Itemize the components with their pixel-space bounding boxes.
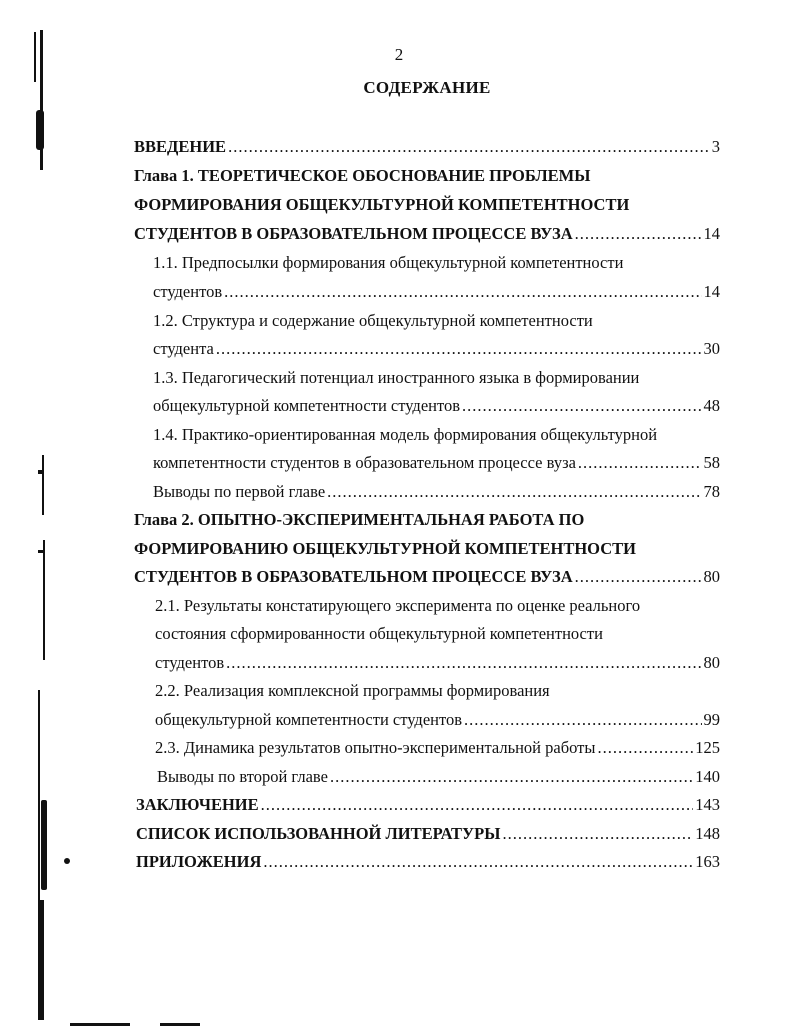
toc-section-1-2-line-1[interactable]: 1.2. Структура и содержание общекультурной компетентности: [153, 311, 593, 330]
toc-entry-section-1-4[interactable]: [153, 449, 720, 477]
toc-page-number: 30: [703, 339, 720, 358]
dot-leader: [261, 791, 694, 819]
toc-section-1-4-line-1[interactable]: 1.4. Практико-ориентированная модель формирования общекультурной: [153, 425, 658, 444]
toc-entry-section-2-3[interactable]: [155, 734, 720, 762]
toc-entry-chapter-1[interactable]: [134, 220, 720, 248]
toc-entry-title: ВВЕДЕНИЕ: [134, 137, 227, 156]
toc-entry-section-1-2[interactable]: [153, 335, 720, 363]
toc-entry-title: СТУДЕНТОВ В ОБРАЗОВАТЕЛЬНОМ ПРОЦЕССЕ ВУЗА: [134, 224, 573, 243]
dot-leader: [224, 278, 701, 306]
dot-leader: [216, 335, 702, 363]
toc-page-number: 48: [703, 396, 720, 415]
toc-entry-title: студента: [153, 339, 214, 358]
toc-entry-appendices[interactable]: [136, 848, 720, 876]
toc-section-2-2-line-1[interactable]: 2.2. Реализация комплексной программы формирования: [155, 681, 550, 700]
toc-entry-title: ПРИЛОЖЕНИЯ: [136, 852, 262, 871]
toc-entry-section-1-3[interactable]: [153, 392, 720, 420]
toc-chapter-1-line-2[interactable]: ФОРМИРОВАНИЯ ОБЩЕКУЛЬТУРНОЙ КОМПЕТЕНТНОСТИ: [134, 195, 630, 214]
toc-entry-title: студентов: [155, 653, 225, 672]
dot-leader: [464, 706, 701, 734]
toc-entry-title: 2.3. Динамика результатов опытно-экспериментальной работы: [155, 738, 596, 757]
dot-leader: [263, 848, 693, 876]
toc-entry-title: общекультурной компетентности студентов: [155, 710, 463, 729]
toc-page-number: 140: [695, 767, 720, 786]
toc-entry-title: СПИСОК ИСПОЛЬЗОВАННОЙ ЛИТЕРАТУРЫ: [136, 824, 501, 843]
toc-entry-intro[interactable]: [134, 133, 720, 161]
dot-leader: [578, 449, 702, 477]
toc-entry-chapter-2[interactable]: [134, 563, 720, 591]
toc-page-number: 80: [703, 567, 720, 586]
toc-entry-title: студентов: [153, 282, 223, 301]
dot-leader: [330, 763, 693, 791]
toc-page-number: 14: [703, 224, 720, 243]
toc-page-number: 80: [703, 653, 720, 672]
dot-leader: [575, 563, 702, 591]
toc-page-number: 3: [711, 137, 720, 156]
toc-page-number: 163: [695, 852, 720, 871]
toc-page-number: 14: [703, 282, 720, 301]
toc-page-number: 148: [695, 824, 720, 843]
toc-page-number: 143: [695, 795, 720, 814]
dot-leader: [226, 649, 701, 677]
dot-leader: [228, 133, 710, 161]
dot-leader: [462, 392, 701, 420]
toc-entry-conclusions-2[interactable]: [157, 763, 720, 791]
toc-page-number: 99: [703, 710, 720, 729]
toc-entry-title: компетентности студентов в образовательном процессе вуза: [153, 453, 576, 472]
toc-chapter-1-line-1[interactable]: Глава 1. ТЕОРЕТИЧЕСКОЕ ОБОСНОВАНИЕ ПРОБЛЕМЫ: [134, 166, 591, 185]
toc-entry-title: СТУДЕНТОВ В ОБРАЗОВАТЕЛЬНОМ ПРОЦЕССЕ ВУЗА: [134, 567, 573, 586]
toc-section-2-1-line-1[interactable]: 2.1. Результаты констатирующего эксперимента по оценке реального: [155, 596, 641, 615]
toc-section-1-3-line-1[interactable]: 1.3. Педагогический потенциал иностранного языка в формировании: [153, 368, 640, 387]
toc-page-number: 125: [695, 738, 720, 757]
toc-chapter-2-line-2[interactable]: ФОРМИРОВАНИЮ ОБЩЕКУЛЬТУРНОЙ КОМПЕТЕНТНОСТИ: [134, 539, 636, 558]
page-number: 2: [394, 45, 404, 64]
toc-chapter-2-line-1[interactable]: Глава 2. ОПЫТНО-ЭКСПЕРИМЕНТАЛЬНАЯ РАБОТА ПО: [134, 510, 585, 529]
toc-section-2-1-line-2[interactable]: состояния сформированности общекультурной компетентности: [155, 624, 603, 643]
toc-entry-section-1-1[interactable]: [153, 278, 720, 306]
toc-entry-title: общекультурной компетентности студентов: [153, 396, 461, 415]
toc-page-number: 58: [703, 453, 720, 472]
toc-entry-title: Выводы по первой главе: [153, 482, 326, 501]
dot-leader: [502, 820, 693, 848]
toc-entry-references[interactable]: [136, 820, 720, 848]
page-title: СОДЕРЖАНИЕ: [363, 78, 491, 97]
toc-entry-conclusions-1[interactable]: [153, 478, 720, 506]
toc-entry-title: Выводы по второй главе: [157, 767, 328, 786]
toc-section-1-1-line-1[interactable]: 1.1. Предпосылки формирования общекультурной компетентности: [153, 253, 624, 272]
toc-entry-section-2-1[interactable]: [155, 649, 720, 677]
toc-entry-conclusion[interactable]: [136, 791, 720, 819]
dot-leader: [327, 478, 701, 506]
dot-leader: [597, 734, 693, 762]
toc-entry-title: ЗАКЛЮЧЕНИЕ: [136, 795, 259, 814]
toc-entry-section-2-2[interactable]: [155, 706, 720, 734]
toc-page-number: 78: [703, 482, 720, 501]
dot-leader: [575, 220, 702, 248]
